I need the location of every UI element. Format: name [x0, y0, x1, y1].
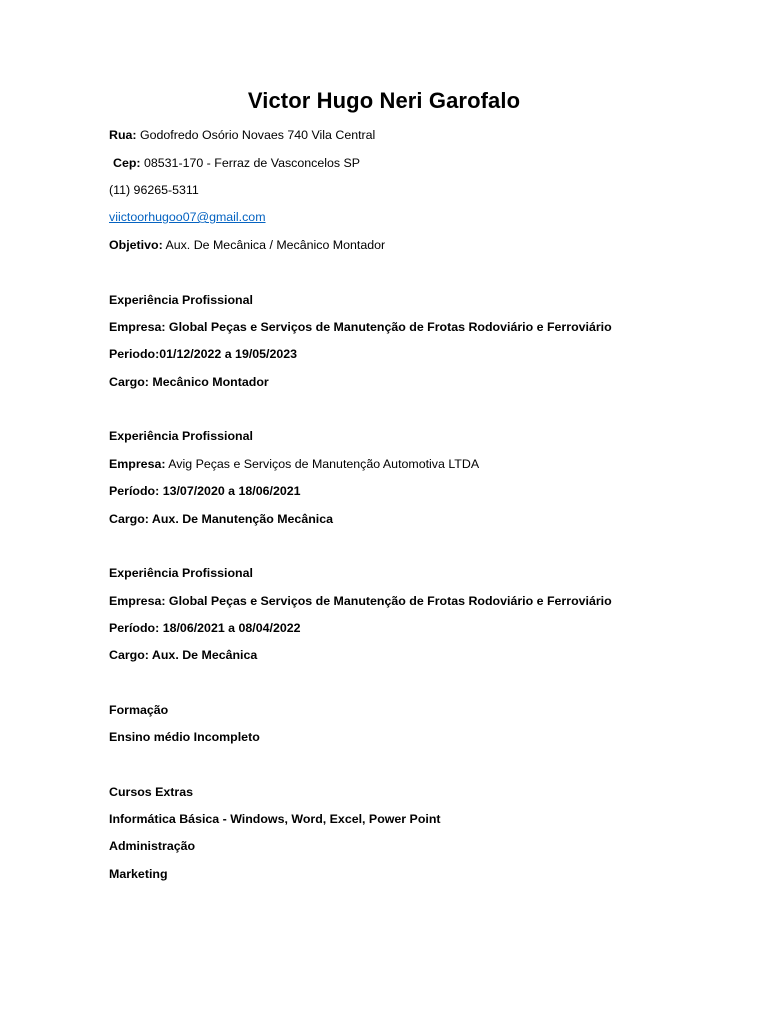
- experience-heading: Experiência Profissional: [109, 429, 253, 443]
- period-label: Período:: [109, 621, 160, 635]
- role-label: Cargo:: [109, 512, 149, 526]
- company-label: Empresa:: [109, 457, 166, 471]
- address-value: Godofredo Osório Novaes 740 Vila Central: [136, 128, 376, 142]
- address-line: [109, 126, 375, 144]
- experience-company-line: [109, 318, 612, 336]
- candidate-name: Victor Hugo Neri Garofalo: [247, 88, 521, 113]
- experience-company-line: [109, 455, 479, 473]
- courses-heading: Cursos Extras: [109, 785, 194, 799]
- company-value: Avig Peças e Serviços de Manutenção Automotiva LTDA: [165, 457, 480, 471]
- experience-heading: Experiência Profissional: [109, 566, 253, 580]
- course-item: Marketing: [109, 867, 168, 881]
- cep-value: 08531-170 - Ferraz de Vasconcelos SP: [140, 156, 361, 170]
- role-value: Aux. De Manutenção Mecânica: [148, 512, 334, 526]
- address-label: Rua:: [109, 128, 137, 142]
- objective-value: Aux. De Mecânica / Mecânico Montador: [162, 238, 386, 252]
- email-link[interactable]: viictoorhugoo07@gmail.com: [109, 210, 266, 224]
- period-label: Periodo:: [109, 347, 160, 361]
- education-value: Ensino médio Incompleto: [109, 730, 260, 744]
- role-value: Aux. De Mecânica: [148, 648, 258, 662]
- experience-period-line: [109, 345, 297, 363]
- experience-period-line: [109, 619, 301, 637]
- phone-line: (11) 96265-5311: [109, 183, 199, 197]
- company-label: Empresa:: [109, 320, 166, 334]
- experience-role-line: [109, 510, 333, 528]
- role-label: Cargo:: [109, 648, 149, 662]
- period-label: Período:: [109, 484, 160, 498]
- role-label: Cargo:: [109, 375, 149, 389]
- education-heading: Formação: [109, 703, 169, 717]
- period-value: 18/06/2021 a 08/04/2022: [159, 621, 301, 635]
- cep-line: [113, 154, 360, 172]
- company-value: Global Peças e Serviços de Manutenção de Frotas Rodoviário e Ferroviário: [165, 320, 612, 334]
- experience-role-line: [109, 373, 269, 391]
- experience-period-line: [109, 482, 301, 500]
- period-value: 01/12/2022 a 19/05/2023: [159, 347, 298, 361]
- company-value: Global Peças e Serviços de Manutenção de Frotas Rodoviário e Ferroviário: [165, 594, 612, 608]
- cep-label: Cep:: [113, 156, 141, 170]
- experience-role-line: [109, 646, 257, 664]
- objective-line: [109, 236, 385, 254]
- experience-company-line: [109, 592, 612, 610]
- company-label: Empresa:: [109, 594, 166, 608]
- course-item: Administração: [109, 839, 196, 853]
- period-value: 13/07/2020 a 18/06/2021: [159, 484, 301, 498]
- course-item: Informática Básica - Windows, Word, Excel, Power Point: [109, 812, 441, 826]
- role-value: Mecânico Montador: [148, 375, 269, 389]
- objective-label: Objetivo:: [109, 238, 163, 252]
- experience-heading: Experiência Profissional: [109, 293, 253, 307]
